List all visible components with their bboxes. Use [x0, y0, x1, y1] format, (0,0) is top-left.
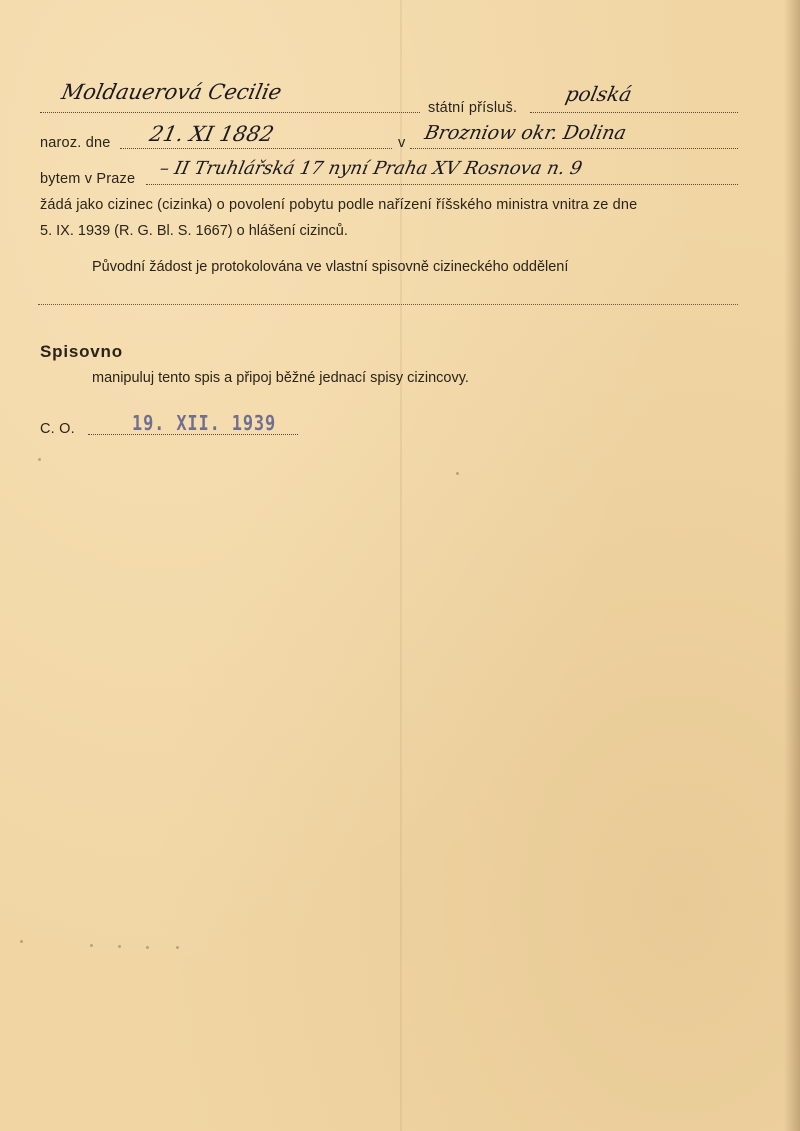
paper-speck: [90, 944, 93, 947]
residence-label: bytem v Praze: [40, 171, 136, 187]
residence-dotted-line: [146, 184, 738, 185]
born-place-label: v: [398, 135, 406, 151]
nationality-label: státní přísluš.: [428, 100, 518, 116]
request-text-line2: 5. IX. 1939 (R. G. Bl. S. 1667) o hlášení cizinců.: [40, 223, 348, 239]
residence-value: – II Truhlářská 17 nyní Praha XV Rosnova n. 9: [157, 158, 585, 179]
original-request-note: Původní žádost je protokolována ve vlastní spisovně cizineckého oddělení: [92, 259, 569, 275]
nationality-value: polská: [563, 82, 635, 106]
born-date: 21. XI 1882: [147, 122, 276, 146]
born-place-dotted-line: [410, 148, 738, 149]
request-text-line1: žádá jako cizinec (cizinka) o povolení pobytu podle nařízení říšského ministra vnitra ze dne: [40, 197, 638, 213]
paper-speck: [456, 472, 459, 475]
born-place: Brozniow okr. Dolina: [422, 122, 629, 144]
separator-dotted-line: [38, 304, 738, 305]
name-dotted-line: [40, 112, 420, 113]
paper-speck: [38, 458, 41, 461]
registry-heading: Spisovno: [40, 342, 123, 361]
paper-speck: [20, 940, 23, 943]
name-handwritten: Moldauerová Cecilie: [59, 80, 284, 104]
nationality-dotted-line: [530, 112, 738, 113]
born-label: naroz. dne: [40, 135, 111, 151]
registry-instruction: manipuluj tento spis a připoj běžné jednací spisy cizincovy.: [92, 370, 469, 386]
paper-speck: [146, 946, 149, 949]
paper-speck: [176, 946, 179, 949]
page-edge-shadow: [784, 0, 800, 1131]
co-label: C. O.: [40, 421, 75, 437]
born-date-dotted-line: [120, 148, 392, 149]
paper-speck: [118, 945, 121, 948]
date-stamp: 19. XII. 1939: [132, 411, 277, 435]
